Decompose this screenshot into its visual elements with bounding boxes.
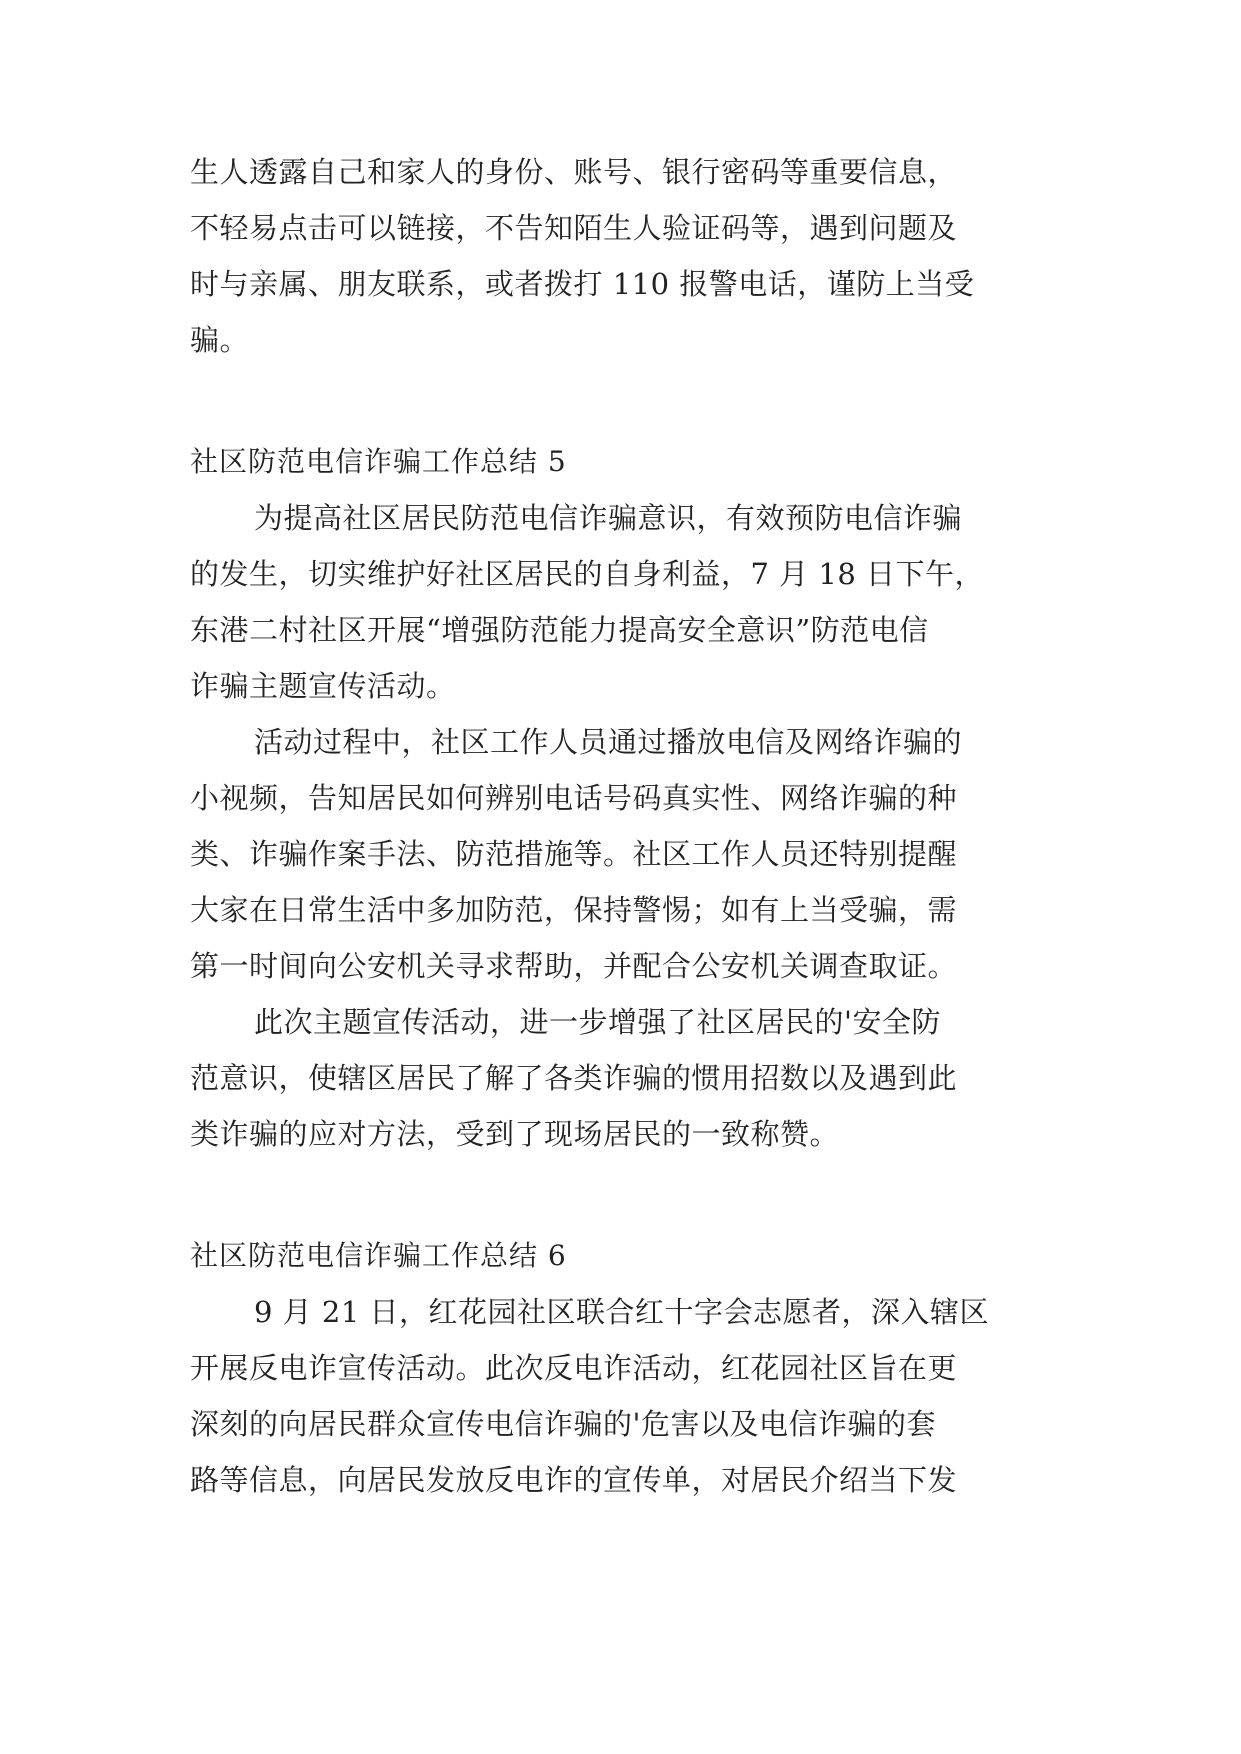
section-6-p1-line-1: 9 月 21 日，红花园社区联合红十字会志愿者，深入辖区	[254, 1295, 990, 1329]
section-5-p2-line-5: 第一时间向公安机关寻求帮助，并配合公安机关调查取证。	[190, 949, 958, 983]
intro-line-2: 不轻易点击可以链接，不告知陌生人验证码等，遇到问题及	[190, 211, 958, 245]
section-6-p1-line-2: 开展反电诈宣传活动。此次反电诈活动，红花园社区旨在更	[190, 1351, 958, 1385]
section-5-p1-line-2: 的发生，切实维护好社区居民的自身利益，7 月 18 日下午，	[190, 557, 985, 591]
section-5-title: 社区防范电信诈骗工作总结 5	[190, 445, 567, 478]
section-5-p2-line-4: 大家在日常生活中多加防范，保持警惕；如有上当受骗，需	[190, 893, 958, 927]
section-5-p3-line-3: 类诈骗的应对方法，受到了现场居民的一致称赞。	[190, 1117, 840, 1151]
section-5-p2-line-1: 活动过程中，社区工作人员通过播放电信及网络诈骗的	[254, 725, 963, 759]
section-5-p2-line-2: 小视频，告知居民如何辨别电话号码真实性、网络诈骗的种	[190, 781, 958, 815]
section-5-p1-line-4: 诈骗主题宣传活动。	[190, 669, 456, 703]
section-6-p1-line-3: 深刻的向居民群众宣传电信诈骗的'危害以及电信诈骗的套	[190, 1407, 936, 1441]
section-5-p3-line-1: 此次主题宣传活动，进一步增强了社区居民的'安全防	[254, 1005, 941, 1039]
section-5-p1-line-3: 东港二村社区开展“增强防范能力提高安全意识”防范电信	[190, 613, 929, 647]
section-5-p1-line-1: 为提高社区居民防范电信诈骗意识，有效预防电信诈骗	[254, 501, 963, 535]
section-6-p1-line-4: 路等信息，向居民发放反电诈的宣传单，对居民介绍当下发	[190, 1463, 958, 1497]
intro-line-4: 骗。	[190, 323, 250, 357]
section-6-title: 社区防范电信诈骗工作总结 6	[190, 1239, 567, 1272]
section-5-p2-line-3: 类、诈骗作案手法、防范措施等。社区工作人员还特别提醒	[190, 837, 958, 871]
intro-line-3: 时与亲属、朋友联系，或者拨打 110 报警电话，谨防上当受	[190, 267, 975, 301]
intro-line-1: 生人透露自己和家人的身份、账号、银行密码等重要信息，	[190, 155, 958, 189]
section-5-p3-line-2: 范意识，使辖区居民了解了各类诈骗的惯用招数以及遇到此	[190, 1061, 958, 1095]
